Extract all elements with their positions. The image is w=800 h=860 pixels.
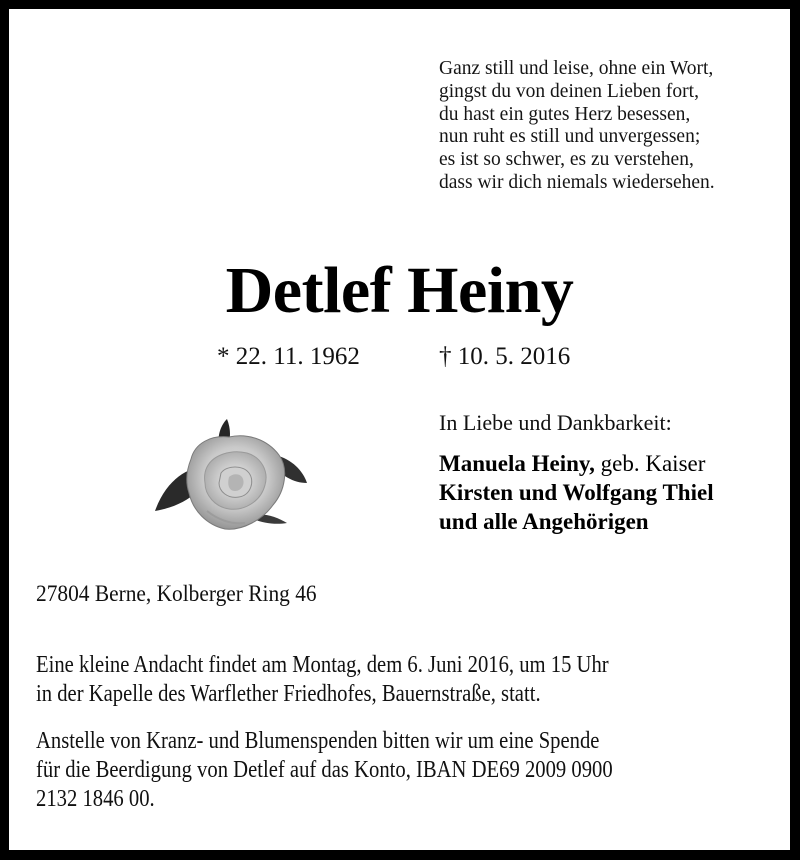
service-announcement: [36, 651, 609, 709]
death-date: † 10. 5. 2016: [439, 343, 571, 370]
poem-line: es ist so schwer, es zu verstehen,: [439, 149, 694, 171]
mourner-name: Manuela Heiny,: [439, 451, 595, 476]
poem-line: Ganz still und leise, ohne ein Wort,: [439, 58, 714, 79]
poem-line: nun ruht es still und unvergessen;: [439, 126, 701, 148]
memorial-poem: [439, 58, 715, 195]
donation-line: für die Beerdigung von Detlef auf das Konto, IBAN DE69 2009 0900: [36, 757, 613, 783]
rose-icon: [147, 407, 307, 537]
mourner-line: und alle Angehörigen: [439, 509, 649, 534]
poem-line: gingst du von deinen Lieben fort,: [439, 80, 699, 102]
birth-date: * 22. 11. 1962: [217, 343, 360, 370]
service-line: Eine kleine Andacht findet am Montag, dem 6. Juni 2016, um 15 Uhr: [36, 652, 609, 678]
mourners-intro: In Liebe und Dankbarkeit:: [439, 410, 672, 435]
obituary-notice: [9, 9, 790, 850]
donation-line: 2132 1846 00.: [36, 786, 155, 812]
address: 27804 Berne, Kolberger Ring 46: [36, 581, 317, 606]
service-line: in der Kapelle des Warflether Friedhofes, Bauernstraße, statt.: [36, 681, 541, 707]
deceased-name: Detlef Heiny: [225, 254, 574, 327]
mourner-line: Kirsten und Wolfgang Thiel: [439, 480, 714, 505]
mourner-maiden-name: geb. Kaiser: [594, 451, 706, 476]
mourners-block: [439, 409, 714, 536]
poem-line: du hast ein gutes Herz besessen,: [439, 103, 691, 125]
donation-line: Anstelle von Kranz- und Blumenspenden bitten wir um eine Spende: [36, 728, 600, 754]
mourner-line: [439, 449, 714, 478]
donation-request: [36, 727, 613, 814]
poem-line: dass wir dich niemals wiedersehen.: [439, 171, 715, 193]
